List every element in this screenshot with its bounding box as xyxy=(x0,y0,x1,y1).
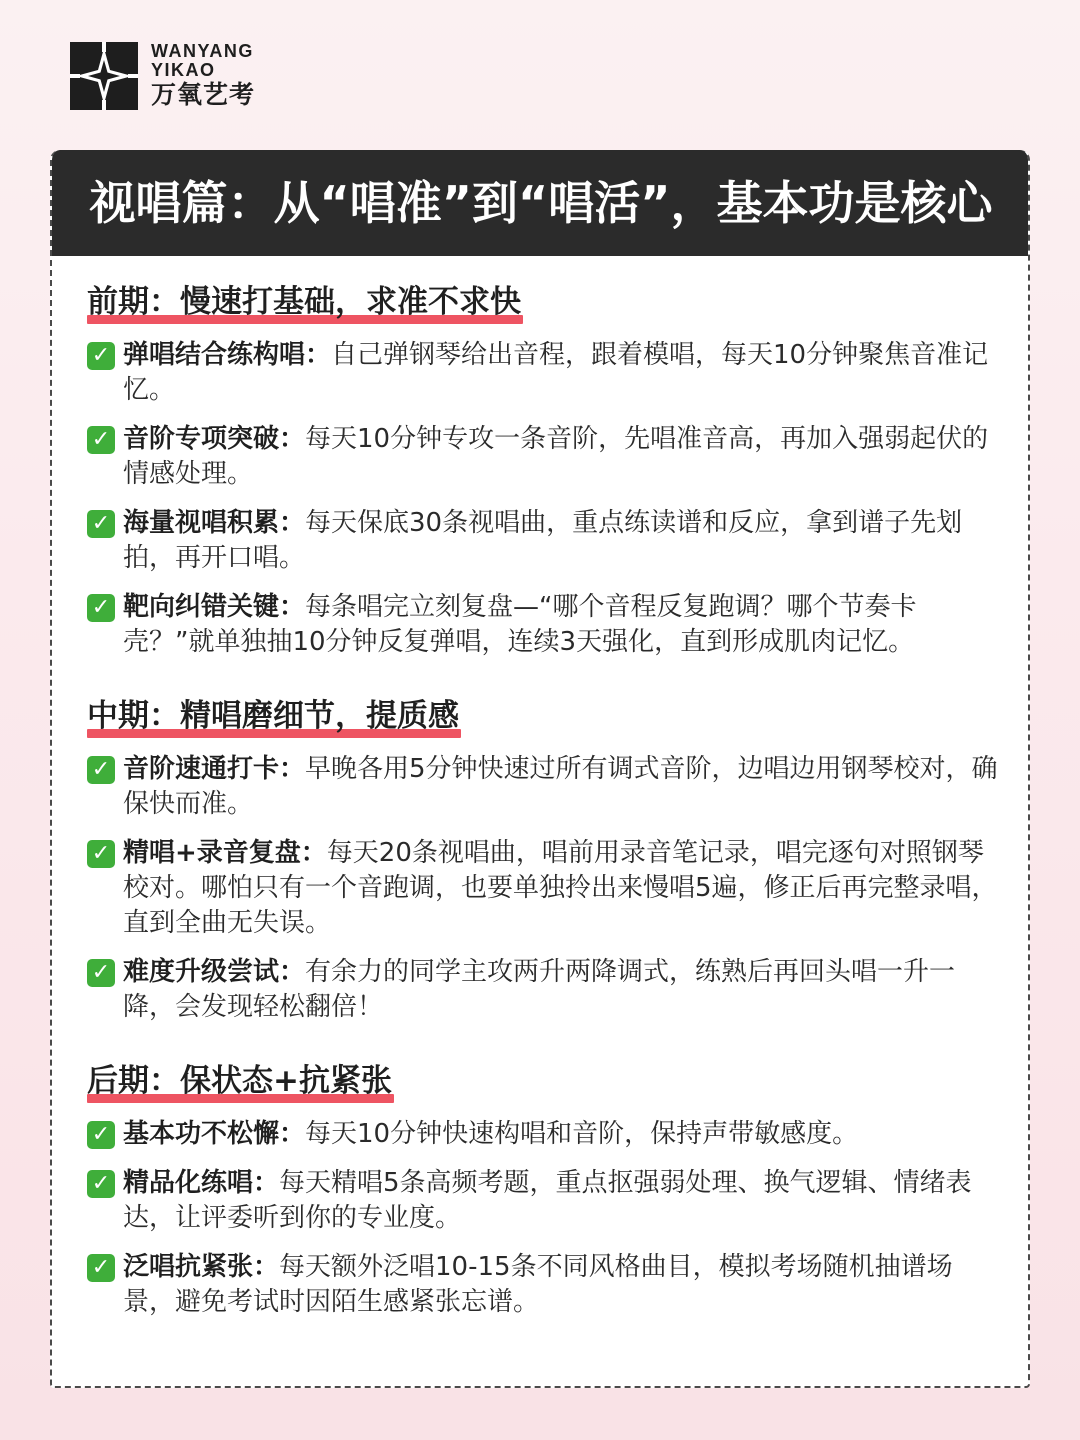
item-text: 有余力的同学主攻两升两降调式，练熟后再回头唱一升一降，会发现轻松翻倍！ xyxy=(123,957,956,1022)
section-heading xyxy=(87,280,523,324)
item-label: 音阶专项突破： xyxy=(123,424,306,454)
item-text: 早晚各用5分钟快速过所有调式音阶，边唱边用钢琴校对，确保快而准。 xyxy=(123,754,998,819)
check-icon: ✓ xyxy=(87,959,115,987)
check-icon: ✓ xyxy=(87,1170,115,1198)
card-title: 视唱篇：从“唱准”到“唱活”，基本功是核心 xyxy=(89,176,993,230)
section-middle xyxy=(87,694,1002,1025)
list-item xyxy=(87,1166,1002,1236)
title-bar xyxy=(50,150,1030,256)
check-icon: ✓ xyxy=(87,342,115,370)
item-label: 音阶速通打卡： xyxy=(123,754,306,784)
item-label: 精品化练唱： xyxy=(123,1168,280,1198)
section-heading-text: 中期：精唱磨细节，提质感 xyxy=(87,698,459,734)
section-late xyxy=(87,1059,1002,1320)
brand-name-cn: 万氧艺考 xyxy=(151,80,256,109)
check-icon: ✓ xyxy=(87,594,115,622)
content-body xyxy=(87,280,1002,1354)
item-label: 弹唱结合练构唱： xyxy=(123,340,332,370)
list-item xyxy=(87,422,1002,492)
list-item xyxy=(87,955,1002,1025)
list-item xyxy=(87,506,1002,576)
item-label: 精唱+录音复盘： xyxy=(123,838,327,868)
brand-name-en-1: WANYANG xyxy=(151,41,254,61)
list-item xyxy=(87,338,1002,408)
section-heading xyxy=(87,694,461,738)
item-text: 每天20条视唱曲，唱前用录音笔记录，唱完逐句对照钢琴校对。哪怕只有一个音跑调，也要单独拎出来慢唱5遍，修正后再完整录唱，直到全曲无失误。 xyxy=(123,838,998,938)
section-early xyxy=(87,280,1002,660)
item-text: 每条唱完立刻复盘—“哪个音程反复跑调？哪个节奏卡壳？”就单独抽10分钟反复弹唱，连续3天强化，直到形成肌肉记忆。 xyxy=(123,592,917,657)
item-text: 每天精唱5条高频考题，重点抠强弱处理、换气逻辑、情绪表达，让评委听到你的专业度。 xyxy=(123,1168,972,1233)
check-icon: ✓ xyxy=(87,426,115,454)
list-item xyxy=(87,1117,1002,1152)
content-card xyxy=(50,150,1030,1388)
brand-logo xyxy=(70,42,290,114)
list-item xyxy=(87,590,1002,660)
check-icon: ✓ xyxy=(87,840,115,868)
item-text: 每天10分钟专攻一条音阶，先唱准音高，再加入强弱起伏的情感处理。 xyxy=(123,424,989,489)
item-text: 每天额外泛唱10-15条不同风格曲目，模拟考场随机抽谱场景，避免考试时因陌生感紧张忘谱。 xyxy=(123,1252,953,1317)
diamond-star-logo-icon xyxy=(70,42,138,110)
check-icon: ✓ xyxy=(87,1121,115,1149)
brand-name-en-2: YIKAO xyxy=(151,60,216,80)
check-icon: ✓ xyxy=(87,510,115,538)
item-text: 自己弹钢琴给出音程，跟着模唱，每天10分钟聚焦音准记忆。 xyxy=(123,340,989,405)
section-heading xyxy=(87,1059,394,1103)
list-item xyxy=(87,1250,1002,1320)
list-item xyxy=(87,752,1002,822)
check-icon: ✓ xyxy=(87,1254,115,1282)
item-text: 每天保底30条视唱曲，重点练读谱和反应，拿到谱子先划拍，再开口唱。 xyxy=(123,508,963,573)
item-label: 靶向纠错关键： xyxy=(123,592,306,622)
item-label: 难度升级尝试： xyxy=(123,957,306,987)
item-label: 基本功不松懈： xyxy=(123,1119,306,1149)
item-label: 海量视唱积累： xyxy=(123,508,306,538)
section-heading-text: 前期：慢速打基础，求准不求快 xyxy=(87,284,521,320)
list-item xyxy=(87,836,1002,941)
item-label: 泛唱抗紧张： xyxy=(123,1252,280,1282)
section-heading-text: 后期：保状态+抗紧张 xyxy=(87,1063,392,1099)
check-icon: ✓ xyxy=(87,756,115,784)
item-text: 每天10分钟快速构唱和音阶，保持声带敏感度。 xyxy=(305,1119,859,1149)
